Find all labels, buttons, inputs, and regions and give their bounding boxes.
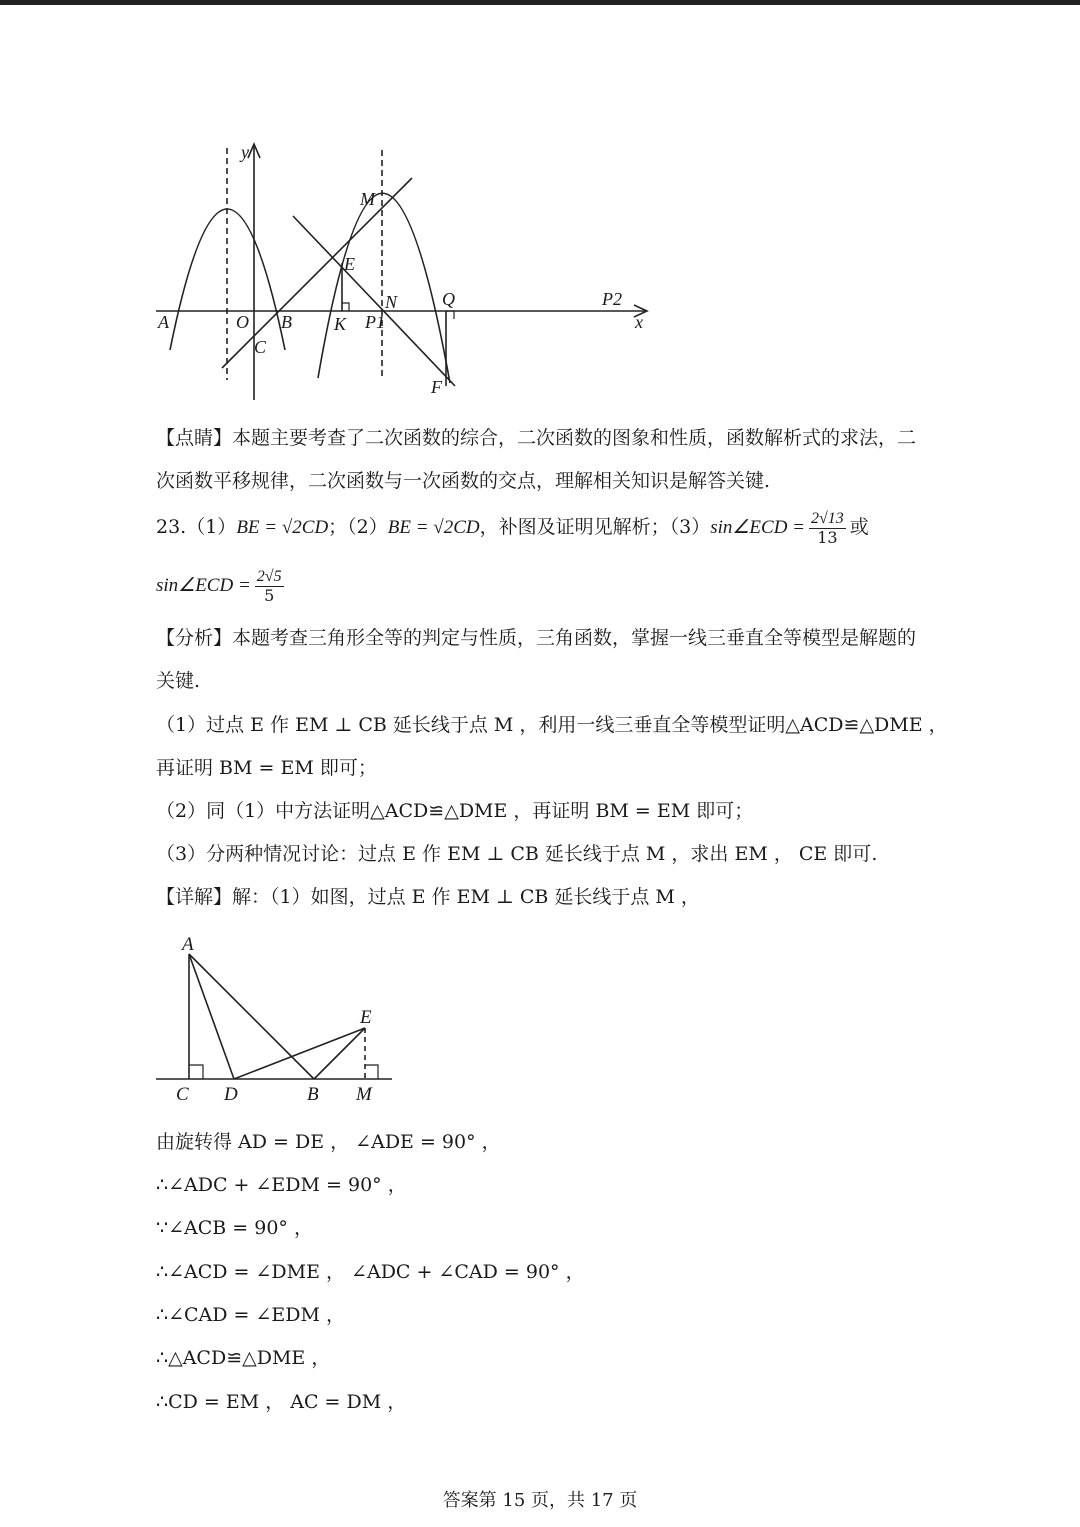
label-D: D [224, 1084, 238, 1105]
label-C: C [254, 337, 267, 357]
segment-BE [314, 1028, 365, 1079]
segment-AD [189, 954, 234, 1079]
proof-step-6: ∴△ACD≌△DME ， [156, 1347, 331, 1369]
label-A: A [158, 312, 169, 332]
right-angle-Q [446, 311, 454, 319]
q23-part2-label: ；（2） [328, 516, 388, 538]
proof-step-7: ∴CD = EM ， AC = DM ， [156, 1391, 407, 1413]
proof-step-1: 由旋转得 AD = DE ， ∠ADE = 90° ， [156, 1131, 501, 1153]
q23-or: 或 [849, 516, 869, 538]
label-P2: P2 [602, 289, 622, 309]
label-C: C [176, 1084, 189, 1105]
fraction-1-denominator: 13 [817, 527, 838, 547]
right-angle-K [342, 303, 349, 311]
label-E: E [344, 254, 355, 274]
label-y: y [241, 142, 249, 162]
label-M: M [356, 1084, 372, 1105]
label-M: M [360, 189, 375, 209]
q23-number: 23. [156, 516, 187, 538]
label-B: B [281, 312, 292, 332]
fenxi-step-2: （2）同（1）中方法证明△ACD≌△DME ，再证明 BM = EM 即可； [156, 800, 754, 822]
label-N: N [385, 292, 398, 312]
q23-answer-1: BE = √2CD [236, 517, 329, 538]
parabola-right [318, 193, 450, 383]
label-F: F [431, 377, 442, 397]
proof-step-5: ∴∠CAD = ∠EDM ， [156, 1304, 346, 1326]
fenxi-step-3: （3）分两种情况讨论：过点 E 作 EM ⊥ CB 延长线于点 M ，求出 EM ， CE 即可. [156, 843, 878, 865]
dianjing-line-2: 次函数平移规律，二次函数与一次函数的交点，理解相关知识是解答关键. [156, 470, 771, 492]
label-Q: Q [442, 289, 455, 309]
q23-answer-line-2 [156, 565, 288, 606]
triangle-figure [150, 930, 400, 1110]
dianjing-line-1: 【点睛】本题主要考查了二次函数的综合，二次函数的图象和性质，函数解析式的求法，二 [156, 427, 917, 449]
fraction-2-denominator: 5 [264, 585, 275, 605]
fenxi-line-1: 【分析】本题考查三角形全等的判定与性质，三角函数，掌握一线三垂直全等模型是解题的 [156, 627, 917, 649]
q23-answer-2: BE = √2CD [387, 517, 480, 538]
fenxi-step-1b: 再证明 BM = EM 即可； [156, 757, 377, 779]
q23-part1-label: （1） [186, 516, 237, 538]
line-CBM [222, 178, 412, 368]
segment-AB [189, 954, 314, 1079]
label-O: O [236, 312, 249, 332]
fraction-2 [255, 568, 284, 605]
xiangjie-line-1: 【详解】解：（1）如图，过点 E 作 EM ⊥ CB 延长线于点 M ， [156, 886, 700, 908]
label-P1: P1 [365, 312, 385, 332]
segment-DE [234, 1028, 365, 1079]
right-angle-C [189, 1065, 203, 1079]
label-A: A [182, 934, 194, 955]
label-E: E [360, 1007, 372, 1028]
proof-step-4: ∴∠ACD = ∠DME ， ∠ADC + ∠CAD = 90° ， [156, 1261, 585, 1283]
page-footer: 答案第 15 页，共 17 页 [442, 1490, 638, 1511]
q23-answer-line [156, 507, 869, 548]
parabola-graph-figure [150, 138, 660, 400]
label-B: B [307, 1084, 319, 1105]
top-border [0, 0, 1080, 5]
label-K: K [334, 314, 347, 334]
right-angle-M [365, 1065, 378, 1079]
fraction-1-numerator: 2√13 [811, 509, 844, 527]
proof-step-3: ∵∠ACB = 90° ， [156, 1217, 313, 1239]
line-NF [293, 216, 455, 386]
q23-sin-lhs-1: sin∠ECD = [710, 517, 805, 538]
fenxi-step-1a: （1）过点 E 作 EM ⊥ CB 延长线于点 M ，利用一线三垂直全等模型证明△ACD≌△DME ， [156, 714, 948, 736]
fenxi-line-2: 关键. [156, 670, 201, 692]
fraction-1 [809, 510, 846, 547]
q23-part2-tail: ，补图及证明见解析；（3） [479, 516, 711, 538]
proof-step-2: ∴∠ADC + ∠EDM = 90° ， [156, 1174, 407, 1196]
q23-sin-lhs-2: sin∠ECD = [156, 575, 251, 596]
label-x: x [635, 312, 643, 332]
fraction-2-numerator: 2√5 [256, 567, 282, 585]
